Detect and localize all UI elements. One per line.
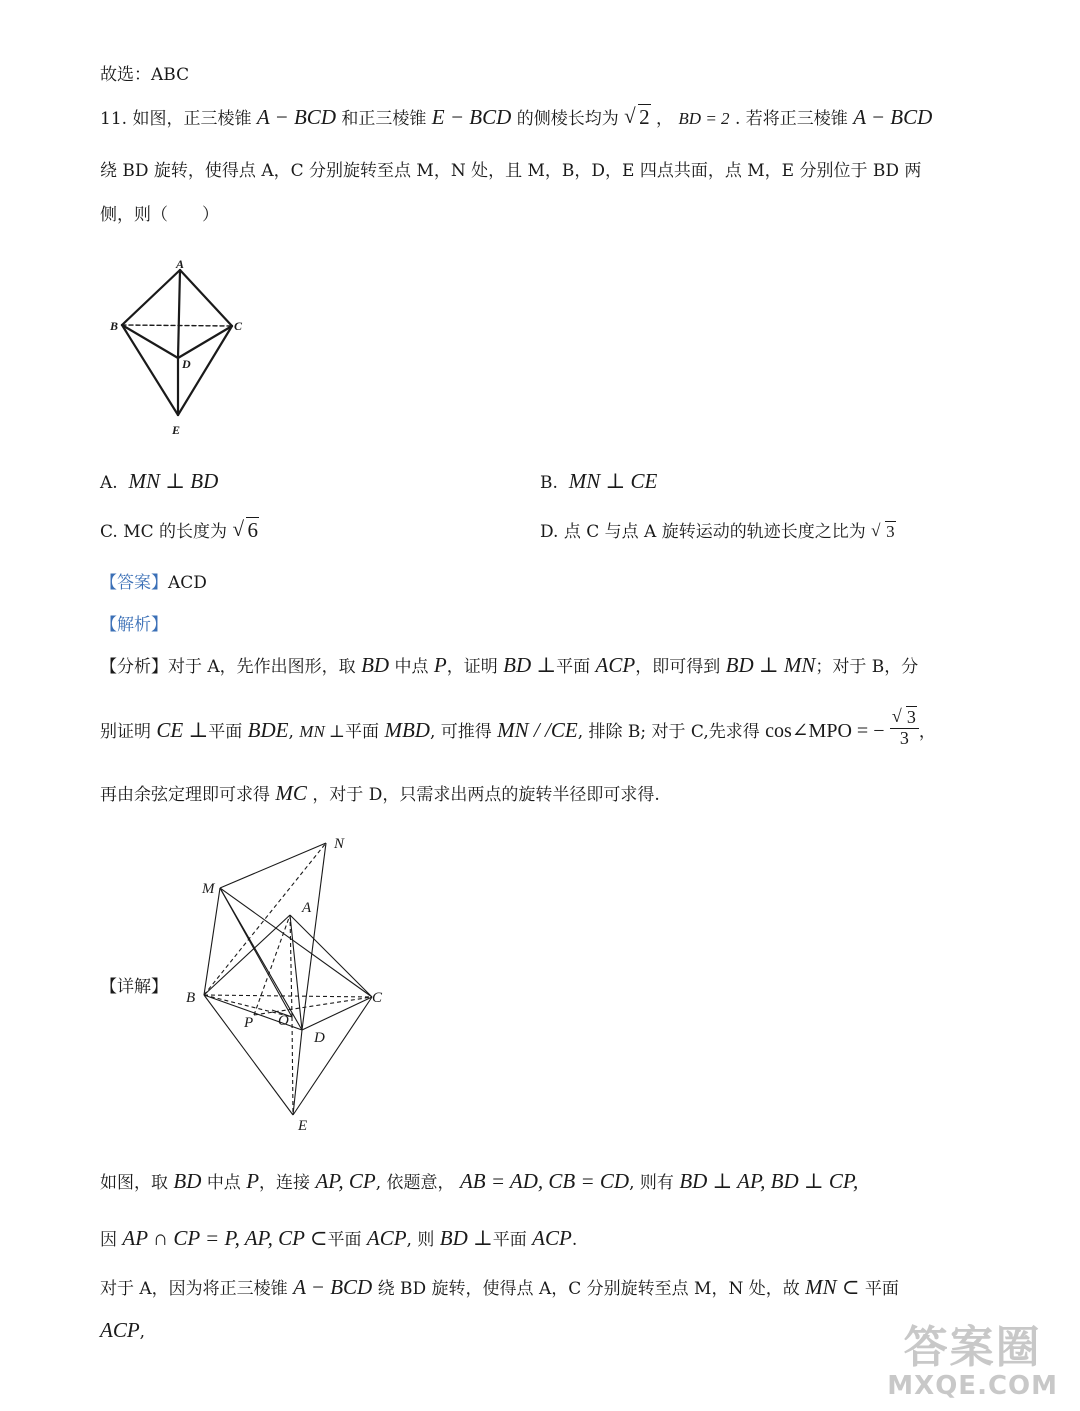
t: ，连接: [259, 1173, 311, 1193]
figure-1-tetrahedra: [100, 250, 260, 440]
t: 别证明: [100, 721, 151, 742]
t: 因: [100, 1230, 117, 1250]
fig1-label-E: E: [172, 423, 181, 437]
fig2-label-A: A: [302, 900, 312, 916]
edge-BC-hidden: [204, 995, 372, 997]
option-d: [540, 517, 896, 542]
edge-AC: [290, 915, 372, 997]
edge-MO: [220, 888, 292, 1017]
m: AP ∩ CP = P, AP, CP ⊂: [122, 1226, 328, 1250]
m: AP, CP: [315, 1169, 376, 1193]
edge-BE: [122, 325, 178, 415]
m: A − BCD: [293, 1275, 373, 1299]
edge-BC-hidden: [122, 325, 232, 326]
m: BD: [361, 653, 390, 677]
t: ，: [918, 721, 936, 742]
fig2-label-B: B: [186, 990, 196, 1006]
m: BD ⊥ MN: [725, 653, 816, 677]
m: ACP: [595, 653, 636, 677]
option-d-text: D. 点 C 与点 A 旋转运动的轨迹长度之比为: [540, 522, 866, 542]
fig1-label-D: D: [182, 357, 191, 371]
m: MBD: [384, 717, 430, 742]
t: 中点: [394, 657, 429, 677]
t: 平面: [492, 1230, 527, 1250]
fig1-label-C: C: [234, 319, 243, 333]
fig2-label-M: M: [202, 881, 215, 897]
m: ACP: [532, 1226, 572, 1250]
fig2-label-D: D: [314, 1030, 325, 1046]
t: 如图，取: [100, 1173, 168, 1193]
m: P: [433, 653, 447, 677]
intro-text: 故选：ABC: [100, 65, 190, 85]
t: 平面: [864, 1279, 899, 1299]
edge-PC-hidden: [254, 997, 372, 1015]
t: .: [571, 1230, 578, 1250]
q-text: 和正三棱锥: [341, 109, 427, 129]
fig1-label-A: A: [176, 257, 185, 271]
m: AB = AD, CB = CD: [459, 1169, 630, 1193]
t: ，对于 D，只需求出两点的旋转半径即可求得.: [312, 785, 660, 805]
option-c: [100, 517, 259, 543]
q-text: . 若将正三棱锥: [734, 109, 848, 129]
fig2-label-P: P: [244, 1015, 254, 1031]
sqrt-expression: [624, 105, 651, 130]
figure-2-rotation: [180, 830, 400, 1135]
t: , 则: [406, 1230, 435, 1250]
t: 平面: [556, 657, 591, 677]
option-b-letter: B.: [540, 473, 558, 493]
m: ACP: [100, 1318, 140, 1342]
t: , 排除 B; 对于 C,先求得: [577, 721, 760, 742]
t: 对于 A，先作出图形，取: [168, 657, 356, 677]
q-text: 的侧棱长均为: [516, 109, 619, 129]
fig2-label-C: C: [372, 990, 383, 1006]
t: ,: [288, 721, 294, 742]
site-watermark: [887, 1321, 1058, 1401]
detail-line-2: [100, 1225, 577, 1251]
m: P: [246, 1169, 260, 1193]
edge-AB: [204, 915, 290, 995]
m: MC: [275, 781, 307, 805]
fig2-label-E: E: [298, 1118, 308, 1134]
option-d-value: 3: [886, 522, 895, 541]
t: ；对于 B，分: [815, 657, 919, 677]
answer-value: ACD: [168, 573, 207, 593]
frac-den: 3: [899, 727, 909, 748]
m: BD: [173, 1169, 202, 1193]
option-c-sqrt: [232, 518, 259, 543]
edge-OE-hidden: [292, 1017, 293, 1115]
option-d-sqrt: [871, 522, 896, 542]
watermark-url: MXQE.COM: [887, 1371, 1058, 1401]
q-math: E − BCD: [431, 105, 512, 129]
t: 中点: [206, 1173, 241, 1193]
t: 平面: [208, 721, 243, 742]
detail-line-4: [100, 1318, 145, 1343]
fraction: [890, 708, 919, 749]
t: , 则有: [629, 1173, 674, 1193]
fig2-label-O: O: [278, 1013, 289, 1029]
m: MN ⊥: [299, 721, 346, 741]
m: BD ⊥: [439, 1226, 493, 1250]
q-math: A − BCD: [853, 105, 933, 129]
frac-num: 3: [906, 707, 916, 727]
t: 平面: [327, 1230, 362, 1250]
t: 对于 A，因为将正三棱锥: [100, 1279, 288, 1299]
m: CE ⊥: [156, 717, 209, 742]
t: , 依题意，: [375, 1173, 455, 1193]
option-a-text: MN ⊥ BD: [128, 469, 219, 493]
answer-line: [100, 568, 207, 593]
analysis-line-2: [100, 707, 936, 753]
edge-CD: [178, 326, 232, 358]
option-a: [100, 469, 218, 494]
fig1-label-B: B: [110, 319, 119, 333]
option-c-value: 6: [247, 518, 258, 542]
question-line-3: 侧，则（ ）: [100, 205, 219, 225]
edge-AC: [180, 270, 232, 326]
option-b-text: MN ⊥ CE: [568, 469, 658, 493]
m: MN ⊂: [805, 1275, 860, 1299]
option-b: [540, 469, 657, 494]
fenxi-label: 【分析】: [100, 657, 168, 677]
question-line-2: 绕 BD 旋转，使得点 A，C 分别旋转至点 M，N 处，且 M，B，D，E 四点共面，点 M，E 分别位于 BD 两: [100, 161, 922, 181]
t: ，证明: [446, 657, 498, 677]
fig2-label-N: N: [334, 836, 345, 852]
sqrt-value: 2: [639, 105, 650, 129]
m: BDE: [247, 717, 289, 742]
edge-BD: [122, 325, 178, 358]
m: MN / /CE: [497, 717, 578, 742]
edge-DE: [293, 1030, 302, 1115]
edge-MB: [204, 888, 220, 995]
detail-line-1: [100, 1168, 858, 1194]
question-line-1: [100, 104, 932, 130]
edge-AB: [122, 270, 180, 325]
t: 平面: [345, 721, 380, 742]
t: , 可推得: [429, 721, 492, 742]
analysis-line-1: [100, 652, 918, 678]
option-c-text: C. MC 的长度为: [100, 522, 228, 542]
t: ,: [139, 1322, 146, 1342]
m: BD ⊥ AP, BD ⊥ CP,: [679, 1169, 859, 1193]
m: BD ⊥: [503, 653, 557, 677]
question-number: 11.: [100, 109, 128, 129]
m: ACP: [366, 1226, 407, 1250]
answer-label: 【答案】: [100, 573, 168, 593]
q-math: BD = 2: [678, 109, 730, 128]
detail-label: 【详解】: [100, 977, 168, 997]
q-text: 如图，正三棱锥: [132, 109, 252, 129]
watermark-logo-text: 答案圈: [903, 1321, 1042, 1373]
edge-ND: [302, 843, 326, 1030]
edge-AD: [178, 270, 180, 358]
t: 再由余弦定理即可求得: [100, 785, 270, 805]
analysis-line-3: [100, 780, 660, 806]
q-text: ，: [656, 109, 674, 129]
edge-BN-hidden: [204, 843, 326, 995]
cos-expression: cos∠MPO = −: [765, 719, 885, 742]
option-a-letter: A.: [100, 473, 118, 493]
t: ，即可得到: [635, 657, 721, 677]
edge-MN: [220, 843, 326, 888]
edge-MC: [220, 888, 372, 997]
detail-line-3: [100, 1274, 899, 1300]
t: 绕 BD 旋转，使得点 A，C 分别旋转至点 M，N 处，故: [377, 1279, 800, 1299]
analysis-label: 【解析】: [100, 615, 168, 635]
q-math: A − BCD: [256, 105, 336, 129]
edge-CE: [293, 997, 372, 1115]
